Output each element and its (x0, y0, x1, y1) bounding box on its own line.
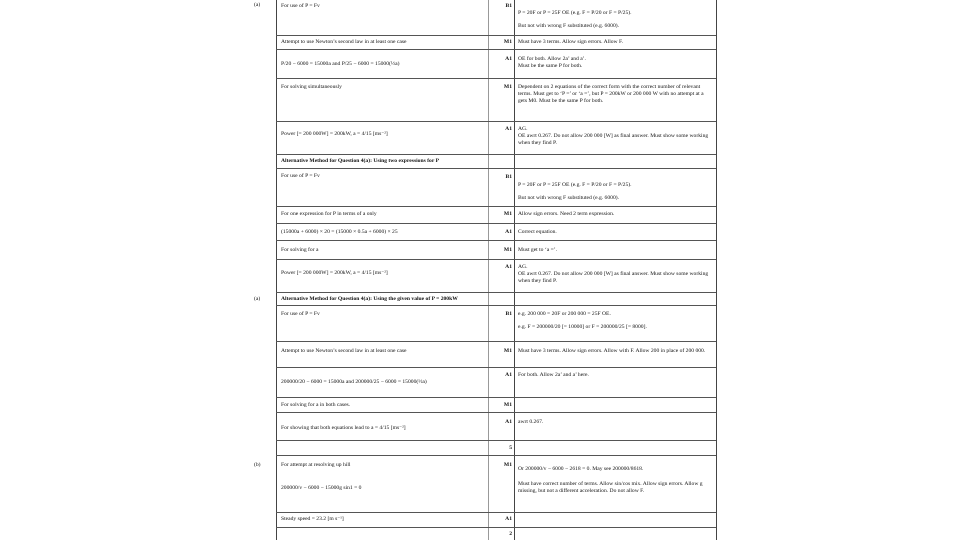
row-mark: A1 (505, 56, 512, 62)
row-desc: For one expression for P in terms of a only (281, 211, 377, 217)
row-mark: M1 (503, 211, 512, 217)
row-note: Must have correct number of terms. Allow sin/cos mix. Allow sign errors. Allow g missing, but not a different acceleration. Do not allow F. (518, 481, 703, 494)
row-desc: (15000a + 6000) × 20 = (15000 × 0.5a + 6000) × 25 (281, 229, 398, 235)
row-divider (276, 121, 716, 122)
row-note: OE awrt 0.267. Do not allow 200 000 [W] as final answer. Must show some working when they find P. (518, 133, 709, 146)
row-desc: 200000/20 − 6000 = 15000a and 200000/25 − 6000 = 15000(½a) (281, 379, 427, 385)
row-note: But not with wrong F substituted (e.g. 6000). (518, 23, 619, 29)
row-note: P = 20F or P = 25F OE (e.g. F = P/20 or F = P/25). (518, 10, 632, 16)
row-mark: M1 (503, 84, 512, 90)
row-note: Correct equation. (518, 229, 557, 235)
row-desc: For solving for a (281, 247, 319, 253)
row-desc: For use of P = Fv (281, 173, 320, 179)
part-total: 5 (509, 445, 512, 451)
row-divider (276, 168, 716, 169)
row-note: e.g. 200 000 = 20F or 200 000 = 25F OE. (518, 311, 611, 317)
part-label-a-alt: (a) (254, 296, 261, 302)
part-total: 2 (509, 531, 512, 537)
row-divider (276, 367, 716, 368)
row-desc: Attempt to use Newton’s second law in at least one case (281, 39, 407, 45)
row-divider (276, 78, 716, 79)
table-left-border (276, 0, 277, 540)
row-desc: For showing that both equations lead to a = 4/15 [ms⁻²] (281, 425, 406, 431)
row-note: Must be the same P for both. (518, 63, 583, 69)
row-divider (276, 292, 716, 293)
row-divider (276, 397, 716, 398)
row-desc: For attempt at resolving up hill (281, 462, 351, 468)
row-note: awrt 0.267. (518, 419, 544, 425)
row-mark: M1 (503, 462, 512, 468)
row-desc: Power [= 200 000W] = 200kW, a = 4/15 [ms⁻²] (281, 131, 388, 137)
row-divider (276, 527, 716, 528)
row-desc: P/20 − 6000 = 15000a and P/25 − 6000 = 15000(½a) (281, 61, 400, 67)
row-note: Must get to ‘a =’. (518, 247, 558, 253)
row-mark: M1 (503, 402, 512, 408)
row-divider (276, 240, 716, 241)
row-mark: M1 (503, 247, 512, 253)
row-divider (276, 455, 716, 456)
row-mark: A1 (505, 372, 512, 378)
row-desc: For solving for a in both cases. (281, 402, 351, 408)
row-note: But not with wrong F substituted (e.g. 6000). (518, 195, 619, 201)
row-mark: B1 (505, 174, 512, 180)
row-desc: Steady speed = 23.2 [m s⁻¹] (281, 516, 344, 522)
row-divider (276, 206, 716, 207)
row-note: Or 200000/v − 6000 − 2618 = 0. May see 200000/8618. (518, 466, 644, 472)
row-mark: A1 (505, 126, 512, 132)
row-mark: M1 (503, 39, 512, 45)
row-divider (276, 35, 716, 36)
part-label-b: (b) (254, 462, 261, 468)
row-mark: A1 (505, 516, 512, 522)
row-note: Must have 3 terms. Allow sign errors. Allow F. (518, 39, 624, 45)
row-note: For both. Allow 2a’ and a’ here. (518, 372, 589, 378)
row-note: AG. (518, 126, 528, 132)
part-label-a: (a) (254, 2, 261, 8)
row-desc: Attempt to use Newton’s second law in at least one case (281, 348, 407, 354)
row-desc: For use of P = Fv (281, 3, 320, 9)
row-note: Must have 3 terms. Allow sign errors. Allow with F. Allow 200 in place of 200 000. (518, 348, 706, 354)
row-mark: M1 (503, 348, 512, 354)
row-mark: A1 (505, 419, 512, 425)
row-divider (276, 154, 716, 155)
row-divider (276, 259, 716, 260)
row-note: OE for both. Allow 2a’ and a’. (518, 56, 586, 62)
row-note: P = 20F or P = 25F OE (e.g. F = P/20 or F = P/25). (518, 182, 632, 188)
row-note: OE awrt 0.267. Do not allow 200 000 [W] as final answer. Must show some working when they find P. (518, 271, 709, 284)
row-divider (276, 341, 716, 342)
row-note: Allow sign errors. Need 2 term expression. (518, 211, 615, 217)
row-divider (276, 305, 716, 306)
row-note: AG. (518, 264, 528, 270)
row-desc: 200000/v − 6000 − 15000g sin1 = 0 (281, 485, 362, 491)
row-mark: B1 (505, 3, 512, 9)
alt-method-heading: Alternative Method for Question 4(a): Using two expressions for P (281, 158, 440, 164)
row-mark: B1 (505, 311, 512, 317)
row-desc: Power [= 200 000W] = 200kW, a = 4/15 [ms⁻²] (281, 270, 388, 276)
row-divider (276, 440, 716, 441)
row-divider (276, 49, 716, 50)
marks-column-right-border (514, 0, 515, 540)
row-note: e.g. F = 200000/20 [= 10000] or F = 200000/25 [= 8000]. (518, 324, 647, 330)
row-divider (276, 512, 716, 513)
row-mark: A1 (505, 264, 512, 270)
marks-column-left-border (488, 0, 489, 540)
row-note: Dependent on 2 equations of the correct form with the correct number of relevant terms. Must get to ‘P =’ or ‘a =’, but P = 200kW or 200 000 W with no attempt at a gets M0. Must be the same P for both. (518, 84, 704, 104)
row-desc: For use of P = Fv (281, 311, 320, 317)
alt-method-heading: Alternative Method for Question 4(a): Using the given value of P = 200kW (281, 296, 458, 302)
row-mark: A1 (505, 229, 512, 235)
row-divider (276, 412, 716, 413)
row-desc: For solving simultaneously (281, 84, 342, 90)
table-right-border (716, 0, 717, 540)
row-divider (276, 223, 716, 224)
